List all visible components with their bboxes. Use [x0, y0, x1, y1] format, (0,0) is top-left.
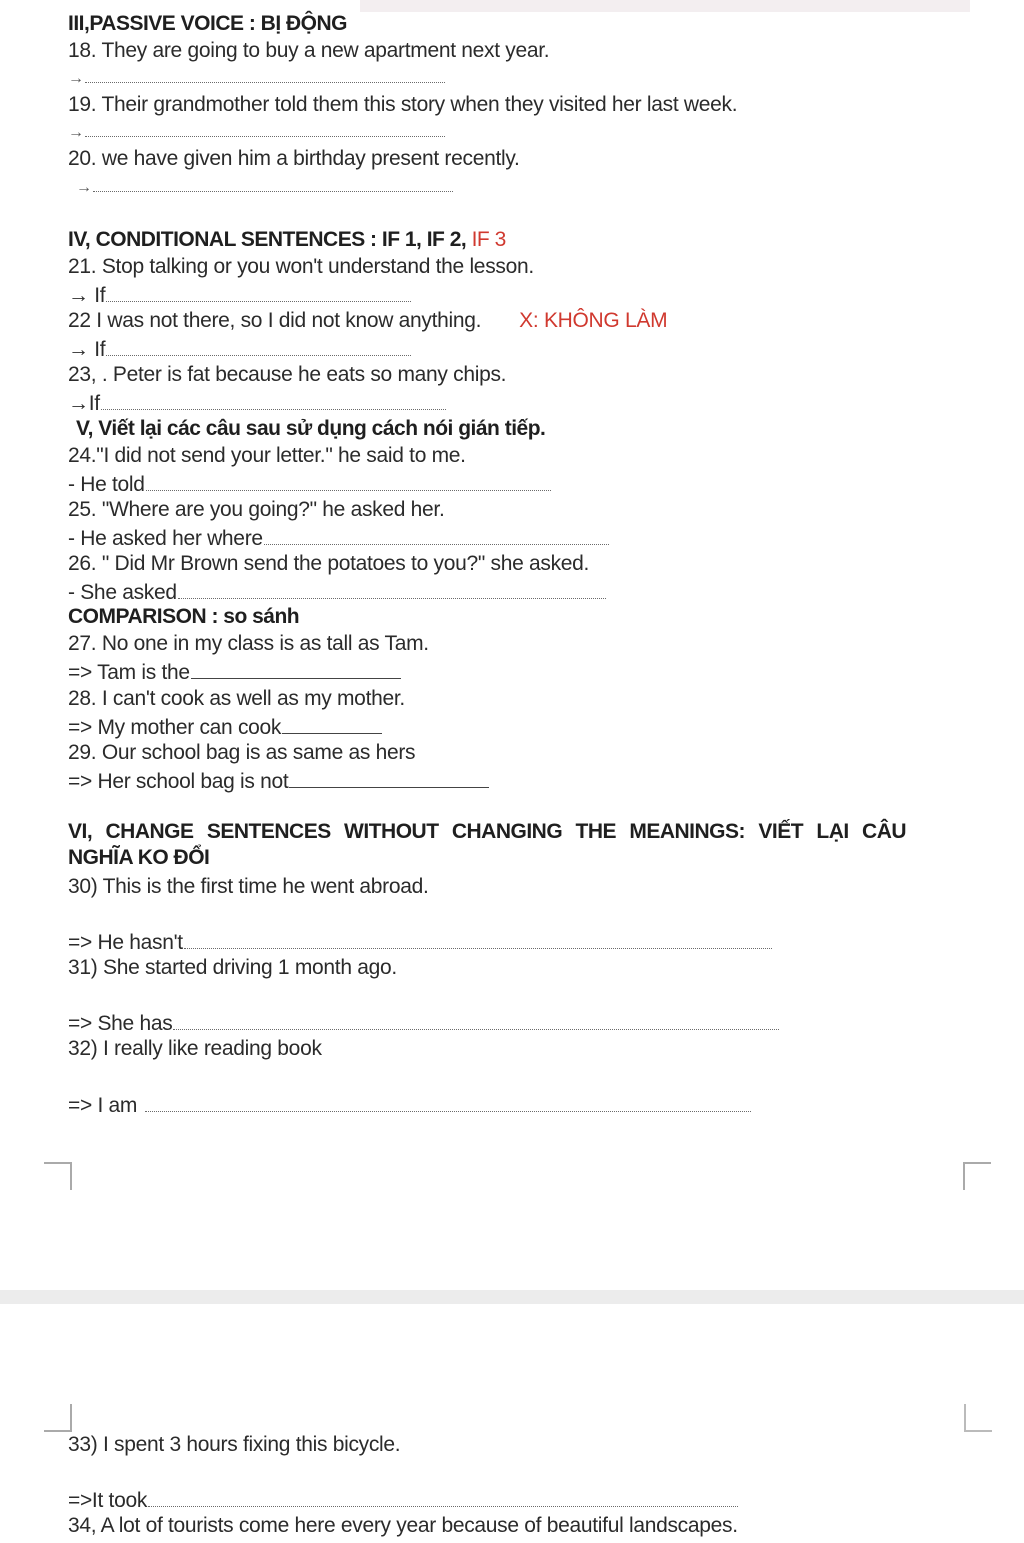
answer-33-blank[interactable] [148, 1486, 738, 1507]
question-21: 21. Stop talking or you won't understand the lesson. [68, 255, 534, 278]
answer-30 [68, 928, 772, 956]
answer-27-blank[interactable] [191, 658, 401, 679]
answer-24-blank[interactable] [146, 470, 551, 491]
question-28: 28. I can't cook as well as my mother. [68, 687, 405, 710]
answer-23 [68, 389, 446, 417]
question-19: 19. Their grandmother told them this story when they visited her last week. [68, 93, 738, 116]
answer-21 [68, 281, 411, 309]
question-22-note: X: KHÔNG LÀM [519, 309, 668, 332]
answer-25-blank[interactable] [264, 524, 609, 545]
question-22-text: 22 I was not there, so I did not know anything. [68, 309, 482, 332]
change-sentences-heading-line2: NGHĨA KO ĐỔI [68, 846, 210, 869]
question-18: 18. They are going to buy a new apartment next year. [68, 39, 550, 62]
page-corner-mark [44, 1162, 72, 1190]
question-29: 29. Our school bag is as same as hers [68, 741, 416, 764]
answer-30-prefix: => He hasn't [68, 931, 183, 954]
conditional-heading-text: IV, CONDITIONAL SENTENCES : IF 1, IF 2, [68, 228, 467, 251]
answer-20 [76, 171, 453, 201]
conditional-heading [68, 227, 506, 253]
page-separator [0, 1290, 1024, 1304]
answer-28-prefix: => My mother can cook [68, 716, 282, 739]
answer-23-prefix: →If [68, 392, 100, 415]
question-20: 20. we have given him a birthday present recently. [68, 147, 520, 170]
answer-31-blank[interactable] [173, 1009, 779, 1030]
answer-20-blank[interactable] [93, 171, 453, 192]
page-corner-mark [963, 1162, 991, 1190]
answer-32-blank[interactable] [145, 1091, 751, 1112]
answer-33-prefix: =>It took [68, 1489, 148, 1512]
question-26: 26. " Did Mr Brown send the potatoes to you?" she asked. [68, 552, 590, 575]
question-33: 33) I spent 3 hours fixing this bicycle. [68, 1433, 401, 1456]
comparison-heading: COMPARISON : so sánh [68, 605, 300, 628]
answer-27 [68, 658, 401, 686]
answer-31-prefix: => She has [68, 1012, 173, 1035]
conditional-heading-if3: IF 3 [471, 228, 506, 251]
question-24: 24."I did not send your letter." he said to me. [68, 444, 466, 467]
answer-27-prefix: => Tam is the [68, 661, 190, 684]
question-25: 25. "Where are you going?" he asked her. [68, 498, 445, 521]
answer-28 [68, 713, 382, 741]
answer-21-prefix: → If [68, 284, 106, 307]
worksheet-page-2 [0, 1304, 1024, 1543]
arrow-icon: → [68, 124, 84, 141]
answer-23-blank[interactable] [101, 389, 446, 410]
top-strip [360, 0, 970, 12]
reported-speech-heading: V, Viết lại các câu sau sử dụng cách nói gián tiếp. [76, 417, 546, 440]
answer-19-blank[interactable] [85, 116, 445, 137]
answer-32 [68, 1091, 751, 1119]
answer-21-blank[interactable] [106, 281, 411, 302]
answer-18-blank[interactable] [85, 62, 445, 83]
question-22 [68, 308, 667, 334]
answer-32-prefix: => I am [68, 1094, 138, 1117]
answer-26 [68, 578, 606, 606]
question-27: 27. No one in my class is as tall as Tam. [68, 632, 429, 655]
arrow-icon: → [68, 70, 84, 87]
answer-18 [68, 62, 445, 92]
answer-29-prefix: => Her school bag is not [68, 770, 289, 793]
answer-33 [68, 1486, 738, 1514]
answer-22-prefix: → If [68, 338, 106, 361]
page-corner-mark [964, 1404, 992, 1432]
question-34: 34, A lot of tourists come here every year because of beautiful landscapes. [68, 1514, 738, 1537]
question-32: 32) I really like reading book [68, 1037, 322, 1060]
arrow-icon: → [76, 179, 92, 196]
answer-25 [68, 524, 609, 552]
answer-26-blank[interactable] [178, 578, 606, 599]
change-sentences-heading-line1: VI, CHANGE SENTENCES WITHOUT CHANGING THE MEANINGS: VIẾT LẠI CÂU [68, 820, 907, 843]
page-corner-mark [44, 1404, 72, 1432]
answer-22 [68, 335, 411, 363]
answer-26-prefix: - She asked [68, 581, 177, 604]
answer-28-blank[interactable] [282, 713, 382, 734]
answer-25-prefix: - He asked her where [68, 527, 263, 550]
answer-24-prefix: - He told [68, 473, 145, 496]
answer-29-blank[interactable] [289, 767, 489, 788]
answer-19 [68, 116, 445, 146]
answer-29 [68, 767, 489, 795]
question-23: 23, . Peter is fat because he eats so many chips. [68, 363, 507, 386]
answer-31 [68, 1009, 779, 1037]
answer-22-blank[interactable] [106, 335, 411, 356]
question-31: 31) She started driving 1 month ago. [68, 956, 397, 979]
passive-voice-heading: III,PASSIVE VOICE : BỊ ĐỘNG [68, 12, 347, 35]
answer-30-blank[interactable] [184, 928, 772, 949]
answer-24 [68, 470, 551, 498]
question-30: 30) This is the first time he went abroad. [68, 875, 429, 898]
